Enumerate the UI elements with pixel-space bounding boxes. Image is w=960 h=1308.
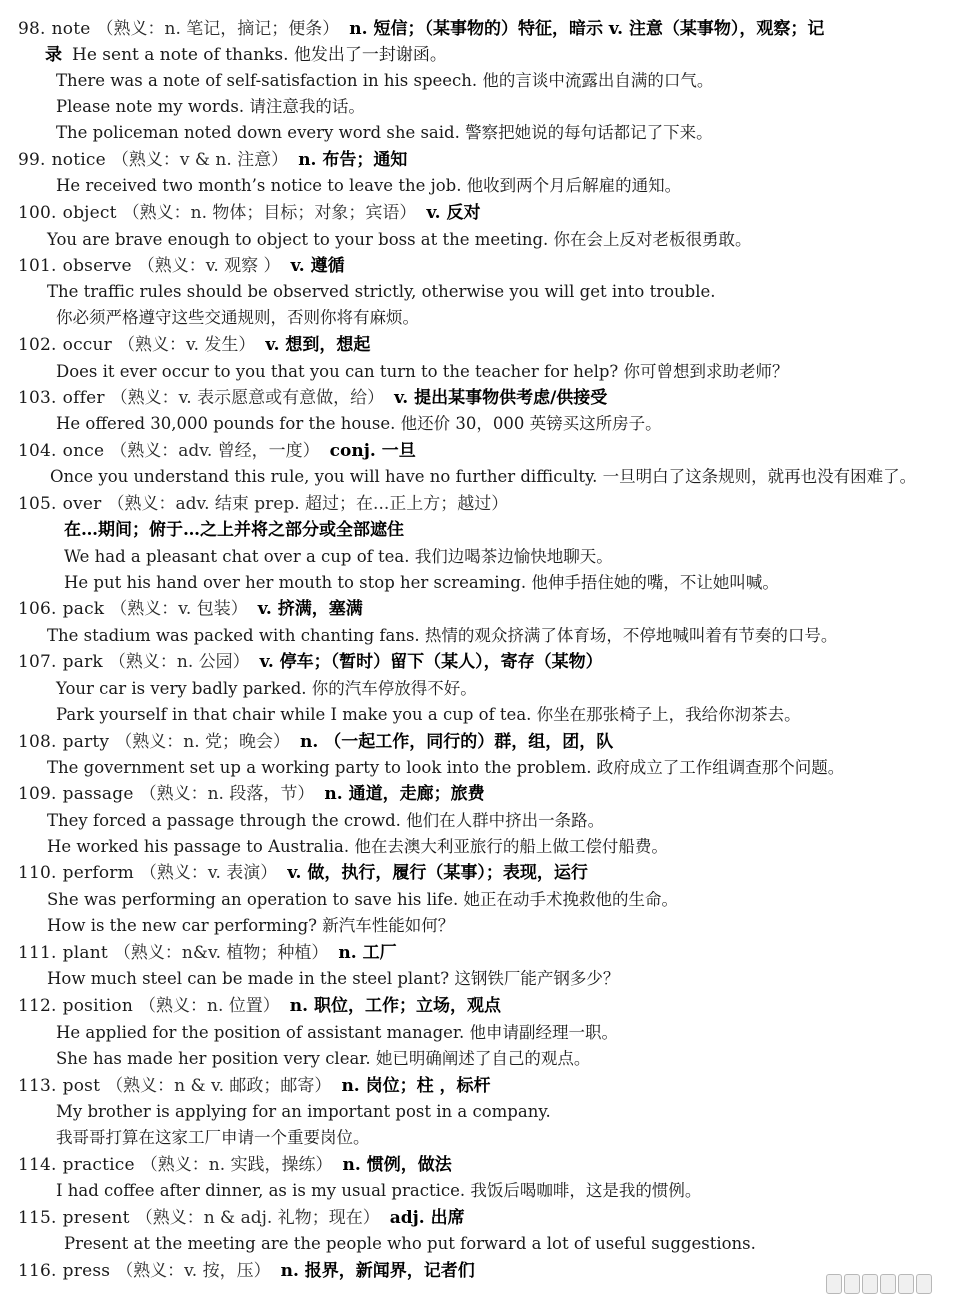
example-sentence: He sent a note of thanks. 他发出了一封谢函。 — [72, 45, 447, 65]
entry-continuation — [0, 42, 960, 68]
entry-word: party — [62, 732, 110, 752]
entry-heading — [0, 781, 960, 807]
example-sentence: The policeman noted down every word she said. 警察把她说的每句话都记了下来。 — [56, 123, 713, 142]
new-meaning: v. 想到，想起 — [265, 335, 371, 355]
entry-number: 106. — [18, 599, 57, 619]
entry-number: 99. — [18, 150, 46, 170]
entry-word: passage — [62, 784, 134, 804]
meaning-continuation: 录 — [45, 45, 62, 65]
familiar-meaning: （熟义：n. 段落，节） — [139, 784, 315, 804]
example-sentence: There was a note of self-satisfaction in his speech. 他的言谈中流露出自满的口气。 — [56, 71, 714, 90]
new-meaning: n. 报界，新闻界，记者们 — [280, 1261, 475, 1281]
entry-number: 112. — [18, 996, 57, 1016]
familiar-meaning: （熟义：n. 实践，操练） — [140, 1155, 333, 1175]
new-meaning: n. 布告；通知 — [298, 150, 408, 170]
example-sentence: He worked his passage to Australia. 他在去澳大利亚旅行的船上做工偿付船费。 — [47, 837, 668, 856]
entry-heading — [0, 332, 960, 358]
entry-number: 110. — [18, 863, 57, 883]
new-meaning: n. 通道，走廊；旅费 — [324, 784, 485, 804]
new-meaning: n. 岗位；柱 ，标杆 — [341, 1076, 491, 1096]
entry-heading — [0, 729, 960, 755]
entry-continuation — [0, 517, 960, 543]
entry-number: 108. — [18, 732, 57, 752]
example-sentence: How is the new car performing? 新汽车性能如何？ — [47, 916, 455, 935]
familiar-meaning: （熟义：n. 党；晚会） — [115, 732, 291, 752]
entry-heading — [0, 385, 960, 411]
entry-number: 116. — [18, 1261, 57, 1281]
example-sentence: Park yourself in that chair while I make you a cup of tea. 你坐在那张椅子上，我给你沏茶去。 — [56, 705, 801, 724]
example-sentence: Your car is very badly parked. 你的汽车停放得不好。 — [56, 679, 477, 698]
entry-number: 109. — [18, 784, 57, 804]
familiar-meaning: （熟义：v. 按，压） — [116, 1261, 271, 1281]
new-meaning: v. 停车；（暂时）留下（某人），寄存（某物） — [259, 652, 603, 672]
familiar-meaning: （熟义：v. 观察 ） — [137, 256, 281, 276]
new-meaning: v. 提出某事物供考虑/供接受 — [394, 388, 608, 408]
entry-word: occur — [62, 335, 113, 355]
entry-heading — [0, 940, 960, 966]
entry-number: 107. — [18, 652, 57, 672]
entry-number: 114. — [18, 1155, 57, 1175]
familiar-meaning: （熟义：adv. 曾经，一度） — [110, 441, 320, 461]
familiar-meaning: （熟义：n & adj. 礼物；现在） — [135, 1208, 380, 1228]
entry-word: position — [62, 996, 133, 1016]
entry-heading — [0, 200, 960, 226]
familiar-meaning: （熟义：n. 位置） — [139, 996, 280, 1016]
meaning-continuation: 在…期间；俯于…之上并将之部分或全部遮住 — [64, 520, 404, 540]
new-meaning: v. 遵循 — [290, 256, 345, 276]
entry-heading — [0, 1258, 960, 1284]
example-sentence: Once you understand this rule, you will have no further difficulty. 一旦明白了这条规则，就再也没有困难了。 — [50, 467, 917, 486]
entry-heading — [0, 1073, 960, 1099]
example-sentence: He put his hand over her mouth to stop her screaming. 他伸手捂住她的嘴，不让她叫喊。 — [64, 573, 779, 592]
entry-heading — [0, 649, 960, 675]
example-sentence: How much steel can be made in the steel plant? 这钢铁厂能产钢多少？ — [47, 969, 620, 988]
entry-heading — [0, 1205, 960, 1231]
familiar-meaning: （熟义：v & n. 注意） — [111, 150, 289, 170]
familiar-meaning: （熟义：v. 发生） — [118, 335, 256, 355]
new-meaning: v. 挤满，塞满 — [257, 599, 363, 619]
familiar-meaning: （熟义：n. 公园） — [108, 652, 250, 672]
example-sentence: He offered 30,000 pounds for the house. 他还价 30，000 英镑买这所房子。 — [56, 414, 662, 433]
entry-word: pack — [62, 599, 105, 619]
new-meaning: n. 职位，工作；立场，观点 — [289, 996, 501, 1016]
entry-heading — [0, 860, 960, 886]
familiar-meaning: （熟义：v. 表演） — [139, 863, 278, 883]
example-sentence: They forced a passage through the crowd. 他们在人群中挤出一条路。 — [47, 811, 605, 830]
new-meaning: n. 惯例，做法 — [342, 1155, 452, 1175]
example-sentence: He received two month’s notice to leave the job. 他收到两个月后解雇的通知。 — [56, 176, 682, 195]
entry-word: once — [62, 441, 105, 461]
example-sentence: The stadium was packed with chanting fans. 热情的观众挤满了体育场，不停地喊叫着有节奏的口号。 — [47, 626, 838, 645]
entry-word: offer — [62, 388, 105, 408]
familiar-meaning: （熟义：v. 包装） — [110, 599, 248, 619]
entry-word: observe — [62, 256, 132, 276]
familiar-meaning: （熟义：n&v. 植物；种植） — [113, 943, 329, 963]
entry-word: note — [51, 19, 91, 39]
new-meaning: conj. 一旦 — [329, 441, 416, 461]
example-sentence: You are brave enough to object to your boss at the meeting. 你在会上反对老板很勇敢。 — [47, 230, 752, 249]
example-sentence: She was performing an operation to save his life. 她正在动手术挽救他的生命。 — [47, 890, 678, 909]
entry-heading — [0, 438, 960, 464]
watermark-icon — [826, 1274, 946, 1296]
entry-heading — [0, 491, 960, 517]
new-meaning: n. 短信；（某事物的）特征，暗示 v. 注意（某事物），观察；记 — [349, 19, 825, 39]
new-meaning: adj. 出席 — [389, 1208, 465, 1228]
new-meaning: v. 做，执行，履行（某事）；表现，运行 — [287, 863, 588, 883]
entry-word: object — [62, 203, 117, 223]
entry-number: 100. — [18, 203, 57, 223]
familiar-meaning: （熟义：n & v. 邮政；邮寄） — [106, 1076, 332, 1096]
entry-number: 104. — [18, 441, 57, 461]
example-sentence: 我哥哥打算在这家工厂申请一个重要岗位。 — [56, 1128, 370, 1147]
example-sentence: My brother is applying for an important post in a company. — [56, 1102, 551, 1121]
new-meaning: v. 反对 — [426, 203, 481, 223]
familiar-meaning: （熟义：v. 表示愿意或有意做，给） — [110, 388, 385, 408]
entry-heading — [0, 147, 960, 173]
entry-number: 103. — [18, 388, 57, 408]
entry-word: perform — [62, 863, 134, 883]
entry-word: plant — [62, 943, 108, 963]
entry-word: post — [62, 1076, 101, 1096]
entry-word: press — [62, 1261, 111, 1281]
entry-number: 102. — [18, 335, 57, 355]
entry-number: 111. — [18, 943, 57, 963]
familiar-meaning: （熟义：n. 笔记，摘记；便条） — [96, 19, 340, 39]
example-sentence: The traffic rules should be observed strictly, otherwise you will get into trouble. — [47, 282, 716, 301]
entry-word: practice — [62, 1155, 135, 1175]
new-meaning: n. 工厂 — [338, 943, 397, 963]
example-sentence: He applied for the position of assistant manager. 他申请副经理一职。 — [56, 1023, 618, 1042]
entry-heading — [0, 596, 960, 622]
entry-number: 101. — [18, 256, 57, 276]
example-sentence: Present at the meeting are the people who put forward a lot of useful suggestions. — [64, 1234, 756, 1253]
example-sentence: She has made her position very clear. 她已明确阐述了自己的观点。 — [56, 1049, 591, 1068]
entry-word: over — [62, 494, 102, 514]
entry-heading — [0, 16, 960, 42]
example-sentence: We had a pleasant chat over a cup of tea. 我们边喝茶边愉快地聊天。 — [64, 547, 613, 566]
entry-word: present — [62, 1208, 130, 1228]
example-sentence: The government set up a working party to look into the problem. 政府成立了工作组调查那个问题。 — [47, 758, 845, 777]
entry-heading — [0, 993, 960, 1019]
entry-number: 105. — [18, 494, 57, 514]
entry-heading — [0, 1152, 960, 1178]
example-sentence: Does it ever occur to you that you can turn to the teacher for help? 你可曾想到求助老师？ — [56, 362, 789, 381]
entry-number: 115. — [18, 1208, 57, 1228]
entry-word: park — [62, 652, 103, 672]
entry-heading — [0, 253, 960, 279]
new-meaning: n. （一起工作，同行的）群，组，团，队 — [300, 732, 614, 752]
example-sentence: I had coffee after dinner, as is my usual practice. 我饭后喝咖啡，这是我的惯例。 — [56, 1181, 702, 1200]
familiar-meaning: （熟义：n. 物体；目标；对象；宾语） — [122, 203, 417, 223]
entry-word: notice — [51, 150, 106, 170]
familiar-meaning: （熟义：adv. 结束 prep. 超过；在...正上方；越过） — [107, 494, 509, 514]
example-sentence: Please note my words. 请注意我的话。 — [56, 97, 365, 116]
entry-number: 98. — [18, 19, 46, 39]
example-sentence: 你必须严格遵守这些交通规则，否则你将有麻烦。 — [56, 308, 419, 327]
entry-number: 113. — [18, 1076, 57, 1096]
